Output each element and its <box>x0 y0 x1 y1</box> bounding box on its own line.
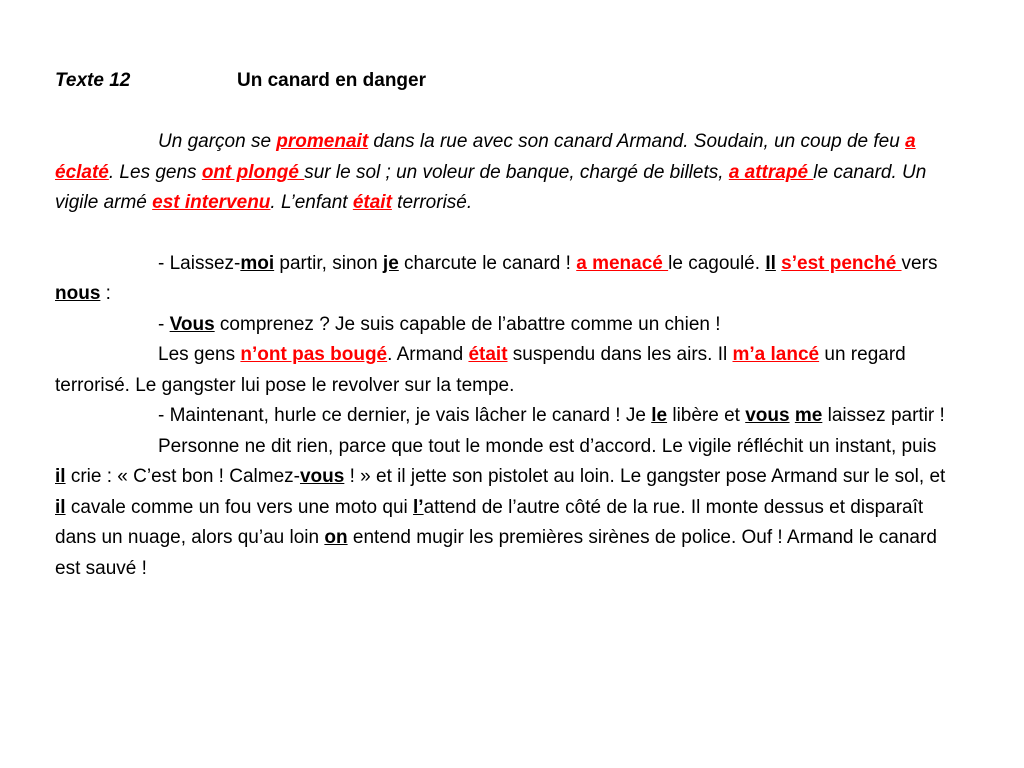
text-run: attend de l’autre côté de la rue. Il monte dessus et disparaît dans un nuage, alors qu’au loin <box>55 496 924 548</box>
underlined-pronoun: on <box>324 527 348 548</box>
text-run: entend mugir les premières sirènes de police. Ouf ! Armand le canard est sauvé ! <box>55 527 937 579</box>
underlined-pronoun: je <box>382 252 399 274</box>
text-run: crie : « C’est bon ! Calmez- <box>65 466 300 487</box>
underlined-pronoun: moi <box>240 252 275 274</box>
text-run: Un garçon se <box>158 131 277 152</box>
underlined-pronoun: le <box>651 405 668 426</box>
highlighted-verb: s’est penché <box>781 252 902 274</box>
text-run: dans la rue avec son canard Armand. Soudain, un coup de feu <box>368 131 906 152</box>
underlined-pronoun: vous <box>299 466 345 487</box>
text-run: - <box>158 313 170 335</box>
text-run: laissez partir ! <box>822 405 945 426</box>
text-run: ! » et il jette son pistolet au loin. Le gangster pose Armand sur le sol, et <box>344 466 946 487</box>
text-run: - Laissez- <box>158 252 241 274</box>
highlighted-verb: n’ont pas bougé <box>240 344 388 365</box>
story-paragraph <box>55 249 950 310</box>
text-run: Les gens <box>158 344 241 365</box>
highlighted-verb: promenait <box>276 131 369 152</box>
underlined-pronoun: nous <box>55 283 101 304</box>
header <box>55 70 426 92</box>
text-run: suspendu dans les airs. Il <box>507 344 733 365</box>
underlined-pronoun: me <box>794 405 823 426</box>
highlighted-verb: était <box>352 192 392 213</box>
text-run: vers <box>901 252 938 274</box>
text-run: . Armand <box>387 344 469 365</box>
story-paragraph <box>55 127 950 219</box>
highlighted-verb: est intervenu <box>152 192 271 213</box>
highlighted-verb: était <box>468 344 508 365</box>
text-run: le cagoulé. <box>668 252 766 274</box>
underlined-pronoun: vous <box>745 405 790 426</box>
text-number-label: Texte 12 <box>55 70 131 91</box>
highlighted-verb: m’a lancé <box>732 344 820 365</box>
text-run: un regard terrorisé. Le gangster lui pose le revolver sur la tempe. <box>55 344 906 396</box>
underlined-pronoun: il <box>55 496 66 518</box>
text-run: comprenez ? Je suis capable de l’abattre comme un chien ! <box>214 313 721 335</box>
story-paragraph <box>55 340 950 401</box>
text-run: libère et <box>667 405 746 426</box>
page-title: Un canard en danger <box>237 70 426 91</box>
text-run: le canard. Un vigile armé <box>55 161 927 213</box>
text-run: sur le sol ; un voleur de banque, chargé de billets, <box>304 161 729 183</box>
underlined-pronoun: l’ <box>413 496 424 518</box>
highlighted-verb: a attrapé <box>728 161 814 183</box>
text-run: . L’enfant <box>270 192 353 213</box>
story-paragraph <box>55 310 950 341</box>
highlighted-verb: a éclaté <box>55 131 916 183</box>
text-run: cavale comme un fou vers une moto qui <box>65 496 414 518</box>
highlighted-verb: a menacé <box>576 252 669 274</box>
story-paragraph <box>55 432 950 585</box>
story-text <box>55 127 950 584</box>
text-run: charcute le canard ! <box>398 252 577 274</box>
underlined-pronoun: Vous <box>169 313 215 335</box>
text-run: terrorisé. <box>391 192 473 213</box>
text-run: Personne ne dit rien, parce que tout le monde est d’accord. Le vigile réfléchit un instant, puis <box>158 435 937 457</box>
underlined-pronoun: il <box>55 466 66 487</box>
text-run: - Maintenant, hurle ce dernier, je vais lâcher le canard ! Je <box>158 405 652 426</box>
highlighted-verb: ont plongé <box>201 161 305 183</box>
underlined-pronoun: Il <box>765 252 776 274</box>
story-paragraph <box>55 401 950 432</box>
text-run: partir, sinon <box>274 252 383 274</box>
text-run: : <box>100 283 111 304</box>
text-run: . Les gens <box>108 161 202 183</box>
